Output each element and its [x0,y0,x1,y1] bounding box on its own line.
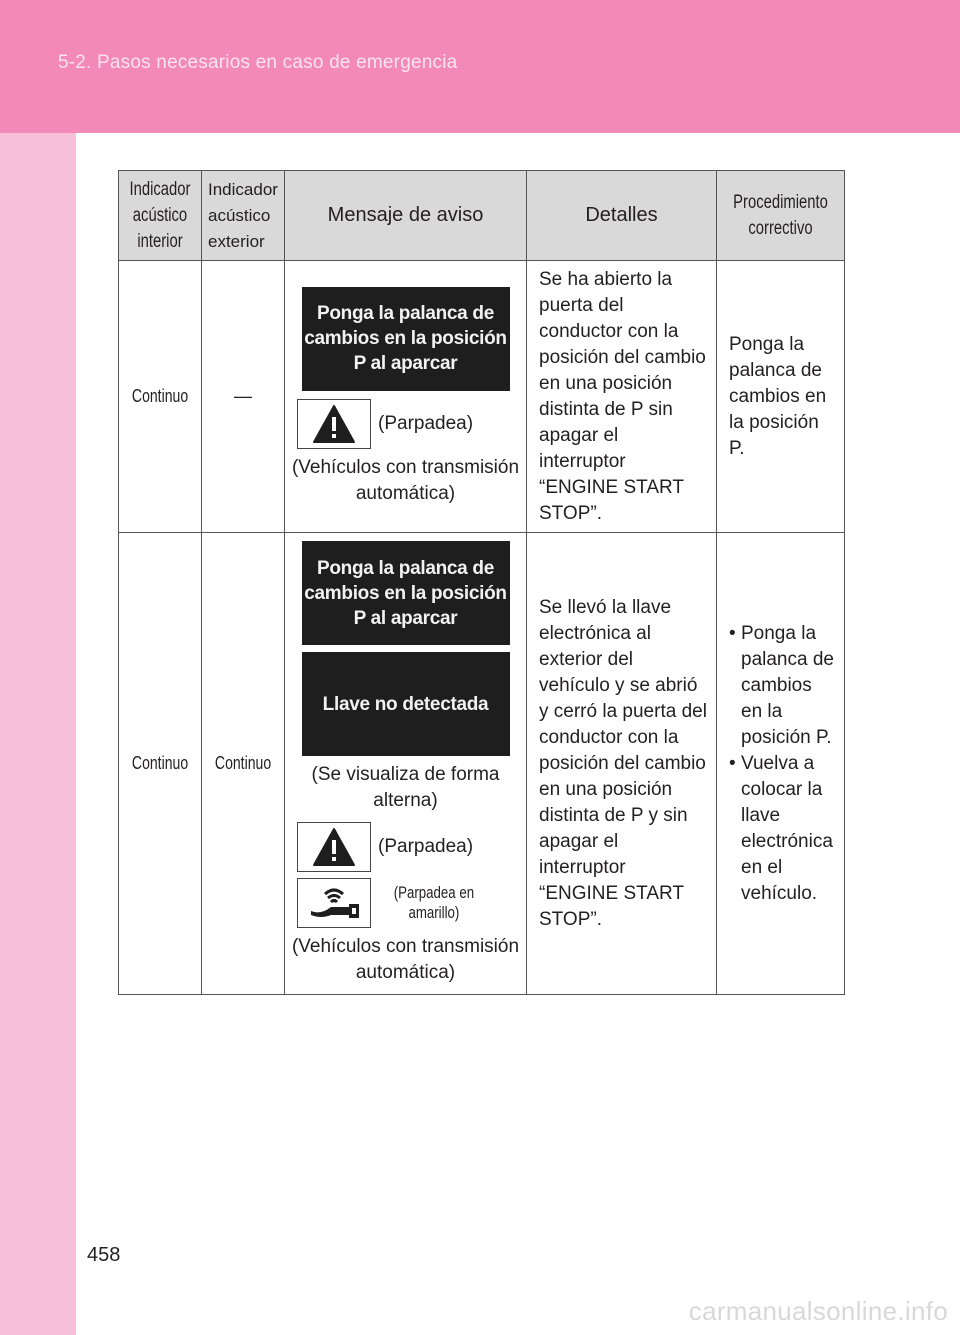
section-title: 5-2. Pasos necesarios en caso de emergencia [58,52,458,73]
header-message: Mensaje de aviso [285,171,527,261]
row2-message [285,533,527,995]
header-interior-buzzer [119,171,202,261]
display-screen-shift-p: Ponga la palanca de cambios en la posición P al aparcar [302,541,510,645]
row2-details: Se llevó la llave electrónica al exterior del vehículo y se abrió y cerró la puerta del conductor con la posición del cambio en una posición distinta de P y sin apagar el interruptor “ENGINE START STOP”. [527,533,717,995]
icon-label-text: (Parpadea en amarillo) [393,883,475,922]
procedure-list [729,621,838,907]
icon-row [297,822,526,872]
icon-label: (Parpadea) [378,412,474,434]
header-procedure [717,171,845,261]
dash-mark: — [234,386,252,406]
vehicle-note: (Vehículos con transmisión automática) [291,456,520,504]
row2-interior-text: Continuo [131,753,189,773]
row1-message [285,261,527,533]
page-number: 458 [87,1244,121,1266]
header-band [0,0,960,133]
warning-table [118,170,845,995]
watermark: carmanualsonline.info [688,1296,948,1326]
procedure-item: • Ponga la palanca de cambios en la posición P. [729,621,838,751]
table-header-row [119,171,845,261]
table-row [119,533,845,995]
header-exterior-buzzer [202,171,285,261]
vehicle-note: (Vehículos con transmisión automática) [291,936,520,983]
header-interior-text: Indicador acústico interior [129,178,191,252]
row2-procedure [717,533,845,995]
header-procedure-text: Procedimiento correctivo [733,191,828,239]
icon-label: (Parpadea) [378,836,474,857]
row2-exterior-text: Continuo [214,753,272,773]
row1-procedure [717,261,845,533]
display-screen-key-not-detected: Llave no detectada [302,652,510,756]
icon-label [375,883,526,923]
icon-row [297,878,526,928]
table-row [119,261,845,533]
alternate-note: (Se visualiza de forma alterna) [311,764,500,811]
row1-exterior [202,261,285,533]
procedure-item: • Vuelva a colocar la llave electrónica en el vehículo. [729,751,838,907]
display-screen-shift-p: Ponga la palanca de cambios en la posición P al aparcar [302,287,510,391]
header-details: Detalles [527,171,717,261]
row1-interior [119,261,202,533]
row1-details: Se ha abierto la puerta del conductor con la posición del cambio en una posición distinta de P sin apagar el interruptor “ENGINE START STOP”. [527,261,717,533]
row2-exterior [202,533,285,995]
side-strip [0,0,76,1335]
icon-row [297,399,526,449]
header-exterior-text: Indicador acústico exterior [208,179,278,251]
warning-triangle-icon [297,822,371,872]
row1-interior-text: Continuo [131,386,189,406]
row2-interior [119,533,202,995]
procedure-text: Ponga la palanca de cambios en la posición P. [729,333,827,459]
warning-triangle-icon [297,399,371,449]
key-signal-icon [297,878,371,928]
